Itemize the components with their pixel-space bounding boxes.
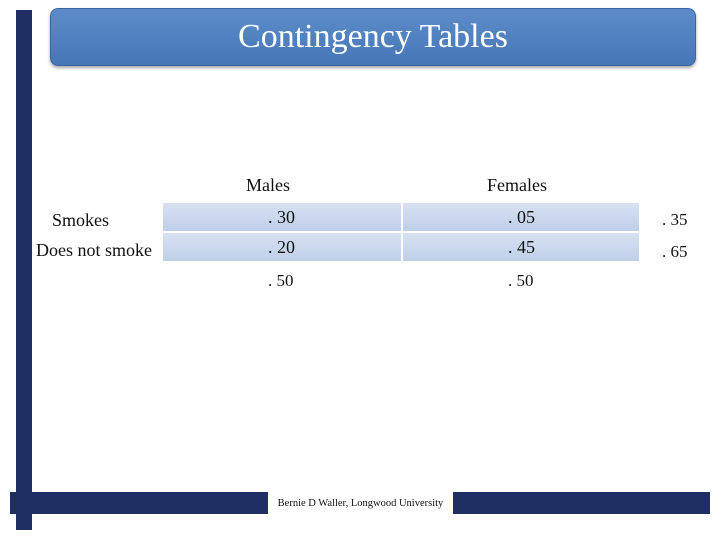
cell-value: . 30 — [268, 206, 295, 227]
column-header-females: Females — [487, 175, 547, 195]
footer-label-box — [268, 492, 453, 514]
column-total-males: . 50 — [268, 271, 294, 290]
title-banner — [50, 8, 696, 66]
cell-smokes-males — [163, 203, 401, 231]
cell-value: . 05 — [508, 206, 535, 227]
column-header-males: Males — [246, 175, 290, 195]
column-total-females: . 50 — [508, 271, 534, 290]
cell-value: . 20 — [268, 236, 295, 257]
row-total-does-not-smoke: . 65 — [662, 242, 688, 261]
footer-credit: Bernie D Waller, Longwood University — [277, 497, 444, 509]
slide-title: Contingency Tables — [238, 18, 508, 55]
cell-nonsmoker-females — [403, 233, 639, 261]
left-accent-bar — [16, 10, 32, 530]
row-label-smokes: Smokes — [52, 210, 110, 230]
cell-nonsmoker-males — [163, 233, 401, 261]
row-label-does-not-smoke: Does not smoke — [36, 240, 152, 260]
cell-smokes-females — [403, 203, 639, 231]
row-total-smokes: . 35 — [662, 210, 688, 229]
cell-value: . 45 — [508, 236, 535, 257]
